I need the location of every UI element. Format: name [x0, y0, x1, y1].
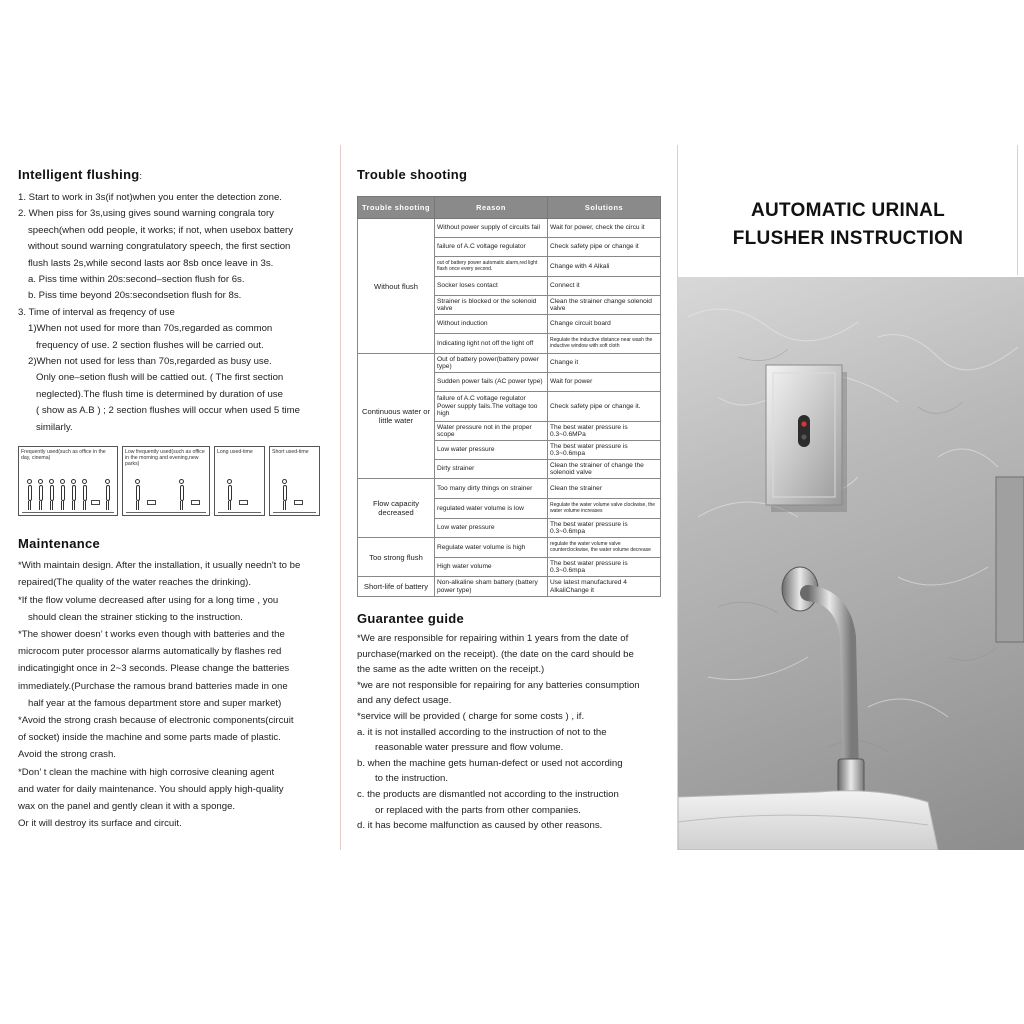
table-row: Sudden power fails (AC power type) Wait for power — [358, 373, 661, 392]
table-row: Socker loses contact Connect it — [358, 277, 661, 296]
illustration-long-use: Long used-time — [214, 446, 265, 516]
table-row: out of battery power automatic alarm,red light flash once every second. Change with 4 Alkali — [358, 257, 661, 277]
intelligent-flushing-text: 1. Start to work in 3s(if not)when you enter the detection zone. 2. When piss for 3s,using gives sound warning congrala tory speech(when odd people, it works; if not, when usebox battery without sound warning congratulatory speech, the first section flush lasts 2s,while second lasts aor 8sb once leave in 3s. a. Piss time within 20s:second–section flush for 6s. b. Piss time beyond 20s:secondsetion flush for 8s. 3. Time of interval as freqency of use 1)When not used for more than 70s,regarded as common frequency of use. 2 section flushes will be carried out. 2)When not used for less than 70s,regarded as busy use. Only one–setion flush will be cattied out. ( The first section neglected).The flush time is determined by duration of use ( show as A.B ) ; 2 section flushes will occur when used 5 time similarly. — [18, 192, 300, 433]
table-row: Strainer is blocked or the solenoid valve Clean the strainer change solenoid valve — [358, 296, 661, 315]
table-row: High water volume The best water pressure is 0.3~0.6mpa — [358, 558, 661, 577]
table-row: failure of A.C voltage regulator Check safety pipe or change it — [358, 238, 661, 257]
urinal-flusher-photo-illustration — [678, 277, 1024, 850]
table-row: Continuous water or little water Out of battery power(battery power type) Change it — [358, 354, 661, 373]
table-row: Without induction Change circuit board — [358, 315, 661, 334]
column-divider-1 — [340, 145, 341, 850]
maintenance-text: *With maintain design. After the installation, it usually needn't to be repaired(The quality of the water reaches the drinking). *If the flow volume decreased after using for a long time , you should clean the strainer sticking to the instruction. *The shower doesn’ t works even though with batteries and the microcom puter processor alarms automatically by flashes red indicatingight once in 2~3 seconds. Please change the batteries immediately.(Purchase the ramous brand batteries made in one half year at the famous department store and super market) *Avoid the strong crash because of electronic components(circuit of socket) inside the machine and some parts made of plastic. Avoid the strong crash. *Don’ t clean the machine with high corrosive cleaning agent and water for daily maintenance. You should apply high-quality wax on the panel and gently clean it with a sponge. Or it will destroy its surface and circuit. — [18, 560, 301, 830]
table-row: Low water pressure The best water pressure is 0.3~0.6mpa — [358, 441, 661, 460]
table-header-solutions: Solutions — [548, 197, 661, 219]
table-row: Too strong flush Regulate water volume is high regulate the water volume valve counterclockwise, the water volume decrease — [358, 538, 661, 558]
intelligent-flushing-column — [18, 145, 328, 850]
trouble-shooting-heading: Trouble shooting — [357, 167, 468, 182]
intelligent-flushing-heading: Intelligent flushing: — [18, 167, 143, 182]
illustration-frequent-use: Frequently used(such as office in the day, cinema) — [18, 446, 118, 516]
table-row: Low water pressure The best water pressure is 0.3~0.6mpa — [358, 519, 661, 538]
product-photo — [678, 277, 1024, 850]
table-row: Flow capacity decreased Too many dirty things on strainer Clean the strainer — [358, 479, 661, 499]
table-row: regulated water volume is low Regulate the water volume valve clockwise, the water volume increases — [358, 499, 661, 519]
trouble-shooting-table — [357, 196, 661, 597]
table-row: Without flush Without power supply of circuits fail Wait for power, check the circu it — [358, 219, 661, 238]
cover-column — [678, 145, 1024, 850]
cover-title: AUTOMATIC URINAL FLUSHER INSTRUCTION — [732, 200, 964, 249]
guarantee-guide-heading: Guarantee guide — [357, 611, 465, 626]
illustration-short-use: Short used-time — [269, 446, 320, 516]
table-header-reason: Reason — [435, 197, 548, 219]
table-row: Water pressure not in the proper scope The best water pressure is 0.3~0.6MPa — [358, 422, 661, 441]
maintenance-heading: Maintenance — [18, 536, 101, 552]
table-row: Dirty strainer Clean the strainer of change the solenoid valve — [358, 460, 661, 479]
table-header-trouble: Trouble shooting — [358, 197, 435, 219]
table-row: Short-life of battery Non-alkaline sham battery (battery power type) Use latest manufactured 4 AlkaliChange it — [358, 577, 661, 597]
illustration-low-frequency-use: Low frequently used(such as office in the morning and evening,new parks) — [122, 446, 210, 516]
trouble-shooting-column — [357, 145, 665, 850]
usage-illustrations — [18, 446, 328, 516]
guarantee-guide-text: *We are responsible for repairing within 1 years from the date of purchase(marked on the receipt). (the date on the card should be the same as the adte written on the receipt.) *we are not responsible for repairing for any batteries consumption and any defect usage. *service will be provided ( charge for some costs ) , if. a. it is not installed according to the instruction of not to the reasonable water pressure and flow volume. b. when the machine gets human-defect or used not according to the instruction. c. the products are dismantled not according to the instruction or replaced with the parts from other companies. d. it has become malfunction as caused by other reasons. — [357, 633, 640, 832]
table-row: failure of A.C voltage regulator Power supply fails.The voltage too high Check safety pipe or change it. — [358, 392, 661, 422]
table-row: Indicating light not off the light off Regulate the inductive distance near wash the inductive window with soft cloth — [358, 334, 661, 354]
